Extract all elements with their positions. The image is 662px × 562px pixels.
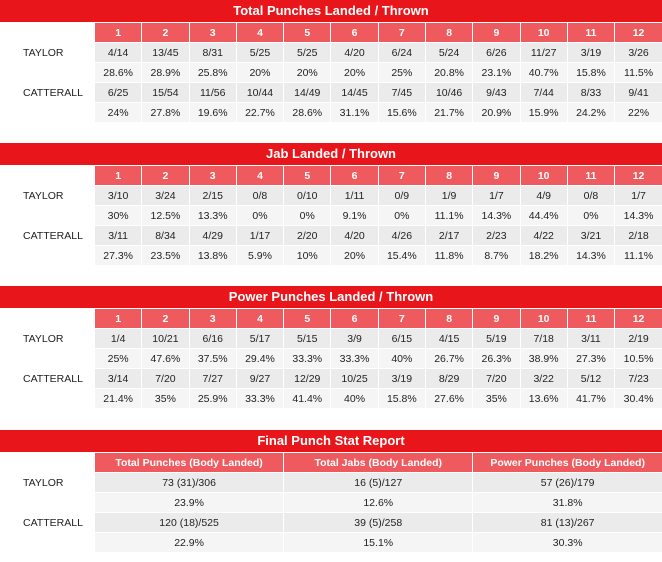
stat-cell: 0/8 xyxy=(567,186,614,206)
stat-cell: 2/23 xyxy=(473,226,520,246)
table-row xyxy=(1,43,662,63)
pct-cell: 19.6% xyxy=(189,103,236,123)
pct-cell: 28.6% xyxy=(284,103,331,123)
round-header: 2 xyxy=(142,309,189,329)
stat-cell: 10/46 xyxy=(425,83,472,103)
name-spacer xyxy=(1,206,95,226)
stat-cell: 3/10 xyxy=(95,186,142,206)
stat-cell: 3/11 xyxy=(95,226,142,246)
pct-cell: 33.3% xyxy=(284,349,331,369)
table-row xyxy=(1,63,662,83)
stat-cell: 4/9 xyxy=(520,186,567,206)
stat-cell: 4/22 xyxy=(520,226,567,246)
round-header: 10 xyxy=(520,309,567,329)
pct-cell: 24.2% xyxy=(567,103,614,123)
round-header: 7 xyxy=(378,166,425,186)
stat-cell: 7/20 xyxy=(473,369,520,389)
stat-cell: 4/29 xyxy=(189,226,236,246)
stat-cell: 0/8 xyxy=(236,186,283,206)
pct-cell: 12.5% xyxy=(142,206,189,226)
stat-cell: 7/45 xyxy=(378,83,425,103)
pct-cell: 25% xyxy=(95,349,142,369)
round-header: 4 xyxy=(236,166,283,186)
table-row xyxy=(1,226,662,246)
stat-cell: 1/9 xyxy=(425,186,472,206)
pct-cell: 10% xyxy=(284,246,331,266)
fighter-name: TAYLOR xyxy=(1,329,95,349)
stat-cell: 6/26 xyxy=(473,43,520,63)
stat-cell: 5/24 xyxy=(425,43,472,63)
stat-cell: 11/27 xyxy=(520,43,567,63)
header-blank xyxy=(1,166,95,186)
pct-cell: 23.1% xyxy=(473,63,520,83)
stat-cell: 1/7 xyxy=(473,186,520,206)
stat-cell: 5/25 xyxy=(236,43,283,63)
round-header: 9 xyxy=(473,309,520,329)
stat-cell: 1/4 xyxy=(95,329,142,349)
round-header: 11 xyxy=(567,309,614,329)
pct-cell: 8.7% xyxy=(473,246,520,266)
table-row xyxy=(1,329,662,349)
stat-cell: 6/24 xyxy=(378,43,425,63)
stat-cell: 0/9 xyxy=(378,186,425,206)
pct-cell: 23.5% xyxy=(142,246,189,266)
stat-cell: 2/18 xyxy=(615,226,662,246)
round-header: 9 xyxy=(473,166,520,186)
table-row xyxy=(1,206,662,226)
stat-cell: 1/17 xyxy=(236,226,283,246)
pct-cell: 20.9% xyxy=(473,103,520,123)
stat-cell: 2/19 xyxy=(615,329,662,349)
pct-cell: 23.9% xyxy=(95,493,284,513)
fighter-name: CATTERALL xyxy=(1,226,95,246)
stat-cell: 8/34 xyxy=(142,226,189,246)
stat-cell: 5/12 xyxy=(567,369,614,389)
round-header: 3 xyxy=(189,23,236,43)
pct-cell: 40% xyxy=(378,349,425,369)
stat-cell: 13/45 xyxy=(142,43,189,63)
pct-cell: 13.3% xyxy=(189,206,236,226)
pct-cell: 30.3% xyxy=(473,533,662,553)
round-header: 12 xyxy=(615,309,662,329)
column-header: Total Punches (Body Landed) xyxy=(95,453,284,473)
pct-cell: 27.3% xyxy=(567,349,614,369)
name-spacer xyxy=(1,349,95,369)
table-row xyxy=(1,103,662,123)
stat-cell: 73 (31)/306 xyxy=(95,473,284,493)
stat-cell: 10/44 xyxy=(236,83,283,103)
stat-cell: 1/11 xyxy=(331,186,378,206)
fighter-name: TAYLOR xyxy=(1,473,95,493)
pct-cell: 15.1% xyxy=(284,533,473,553)
pct-cell: 44.4% xyxy=(520,206,567,226)
stat-cell: 7/44 xyxy=(520,83,567,103)
stat-cell: 3/22 xyxy=(520,369,567,389)
stat-cell: 7/18 xyxy=(520,329,567,349)
round-header: 10 xyxy=(520,23,567,43)
pct-cell: 20.8% xyxy=(425,63,472,83)
round-header: 5 xyxy=(284,23,331,43)
stat-cell: 5/15 xyxy=(284,329,331,349)
round-header: 5 xyxy=(284,166,331,186)
table-row xyxy=(1,473,662,493)
pct-cell: 18.2% xyxy=(520,246,567,266)
pct-cell: 30% xyxy=(95,206,142,226)
section-jabs xyxy=(0,143,662,265)
pct-cell: 26.7% xyxy=(425,349,472,369)
pct-cell: 20% xyxy=(331,63,378,83)
pct-cell: 27.3% xyxy=(95,246,142,266)
stat-cell: 120 (18)/525 xyxy=(95,513,284,533)
pct-cell: 29.4% xyxy=(236,349,283,369)
round-header: 8 xyxy=(425,309,472,329)
stat-cell: 5/17 xyxy=(236,329,283,349)
stat-cell: 3/14 xyxy=(95,369,142,389)
stat-cell: 10/25 xyxy=(331,369,378,389)
round-header: 1 xyxy=(95,23,142,43)
fighter-name: TAYLOR xyxy=(1,186,95,206)
stats-table xyxy=(0,308,662,408)
stat-cell: 6/25 xyxy=(95,83,142,103)
pct-cell: 0% xyxy=(236,206,283,226)
stat-cell: 5/19 xyxy=(473,329,520,349)
round-header: 11 xyxy=(567,23,614,43)
pct-cell: 22.9% xyxy=(95,533,284,553)
pct-cell: 11.8% xyxy=(425,246,472,266)
stat-cell: 14/45 xyxy=(331,83,378,103)
pct-cell: 15.8% xyxy=(567,63,614,83)
stat-cell: 57 (26)/179 xyxy=(473,473,662,493)
pct-cell: 12.6% xyxy=(284,493,473,513)
pct-cell: 47.6% xyxy=(142,349,189,369)
stat-cell: 2/20 xyxy=(284,226,331,246)
header-blank xyxy=(1,453,95,473)
name-spacer xyxy=(1,246,95,266)
section-title: Final Punch Stat Report xyxy=(0,430,662,452)
stat-cell: 7/20 xyxy=(142,369,189,389)
round-header-row xyxy=(1,309,662,329)
round-header: 6 xyxy=(331,166,378,186)
pct-cell: 31.8% xyxy=(473,493,662,513)
pct-cell: 21.4% xyxy=(95,389,142,409)
stat-cell: 3/19 xyxy=(567,43,614,63)
name-spacer xyxy=(1,103,95,123)
pct-cell: 22% xyxy=(615,103,662,123)
section-total-punches xyxy=(0,0,662,122)
round-header: 6 xyxy=(331,23,378,43)
stat-cell: 16 (5)/127 xyxy=(284,473,473,493)
stat-cell: 7/23 xyxy=(615,369,662,389)
pct-cell: 33.3% xyxy=(331,349,378,369)
fighter-name: TAYLOR xyxy=(1,43,95,63)
table-row xyxy=(1,533,662,553)
stat-cell: 3/19 xyxy=(378,369,425,389)
round-header: 1 xyxy=(95,309,142,329)
pct-cell: 24% xyxy=(95,103,142,123)
section-final-report xyxy=(0,430,662,552)
pct-cell: 35% xyxy=(473,389,520,409)
pct-cell: 25.8% xyxy=(189,63,236,83)
pct-cell: 0% xyxy=(284,206,331,226)
round-header: 7 xyxy=(378,23,425,43)
pct-cell: 27.8% xyxy=(142,103,189,123)
header-blank xyxy=(1,309,95,329)
pct-cell: 28.6% xyxy=(95,63,142,83)
table-row xyxy=(1,246,662,266)
round-header: 5 xyxy=(284,309,331,329)
pct-cell: 20% xyxy=(331,246,378,266)
stat-cell: 2/17 xyxy=(425,226,472,246)
table-row xyxy=(1,389,662,409)
round-header: 10 xyxy=(520,166,567,186)
stat-cell: 4/15 xyxy=(425,329,472,349)
pct-cell: 14.3% xyxy=(615,206,662,226)
pct-cell: 11.1% xyxy=(615,246,662,266)
round-header: 2 xyxy=(142,23,189,43)
pct-cell: 27.6% xyxy=(425,389,472,409)
fighter-name: CATTERALL xyxy=(1,369,95,389)
pct-cell: 14.3% xyxy=(567,246,614,266)
stat-cell: 7/27 xyxy=(189,369,236,389)
table-row xyxy=(1,369,662,389)
round-header: 9 xyxy=(473,23,520,43)
stat-cell: 4/26 xyxy=(378,226,425,246)
pct-cell: 0% xyxy=(567,206,614,226)
pct-cell: 15.8% xyxy=(378,389,425,409)
table-row xyxy=(1,493,662,513)
pct-cell: 10.5% xyxy=(615,349,662,369)
pct-cell: 37.5% xyxy=(189,349,236,369)
pct-cell: 41.7% xyxy=(567,389,614,409)
pct-cell: 15.4% xyxy=(378,246,425,266)
round-header-row xyxy=(1,166,662,186)
final-stats-table xyxy=(0,452,662,552)
final-header-row xyxy=(1,453,662,473)
stat-cell: 6/16 xyxy=(189,329,236,349)
name-spacer xyxy=(1,389,95,409)
stat-cell: 3/24 xyxy=(142,186,189,206)
round-header: 4 xyxy=(236,23,283,43)
pct-cell: 40.7% xyxy=(520,63,567,83)
round-header: 11 xyxy=(567,166,614,186)
pct-cell: 28.9% xyxy=(142,63,189,83)
pct-cell: 5.9% xyxy=(236,246,283,266)
round-header: 2 xyxy=(142,166,189,186)
pct-cell: 26.3% xyxy=(473,349,520,369)
section-power-punches xyxy=(0,286,662,408)
pct-cell: 22.7% xyxy=(236,103,283,123)
section-title: Power Punches Landed / Thrown xyxy=(0,286,662,308)
pct-cell: 15.6% xyxy=(378,103,425,123)
pct-cell: 21.7% xyxy=(425,103,472,123)
stat-cell: 9/43 xyxy=(473,83,520,103)
stat-cell: 1/7 xyxy=(615,186,662,206)
round-header: 3 xyxy=(189,166,236,186)
pct-cell: 30.4% xyxy=(615,389,662,409)
fighter-name: CATTERALL xyxy=(1,83,95,103)
round-header: 4 xyxy=(236,309,283,329)
stat-cell: 10/21 xyxy=(142,329,189,349)
stat-cell: 5/25 xyxy=(284,43,331,63)
stat-cell: 8/29 xyxy=(425,369,472,389)
section-title: Jab Landed / Thrown xyxy=(0,143,662,165)
round-header: 8 xyxy=(425,166,472,186)
pct-cell: 25% xyxy=(378,63,425,83)
round-header: 1 xyxy=(95,166,142,186)
round-header: 8 xyxy=(425,23,472,43)
pct-cell: 40% xyxy=(331,389,378,409)
stat-cell: 3/26 xyxy=(615,43,662,63)
round-header: 7 xyxy=(378,309,425,329)
stat-cell: 81 (13)/267 xyxy=(473,513,662,533)
stat-cell: 3/11 xyxy=(567,329,614,349)
stat-cell: 39 (5)/258 xyxy=(284,513,473,533)
stat-cell: 14/49 xyxy=(284,83,331,103)
pct-cell: 31.1% xyxy=(331,103,378,123)
round-header: 12 xyxy=(615,23,662,43)
table-row xyxy=(1,349,662,369)
round-header: 6 xyxy=(331,309,378,329)
pct-cell: 25.9% xyxy=(189,389,236,409)
round-header-row xyxy=(1,23,662,43)
pct-cell: 0% xyxy=(378,206,425,226)
pct-cell: 9.1% xyxy=(331,206,378,226)
round-header: 3 xyxy=(189,309,236,329)
pct-cell: 38.9% xyxy=(520,349,567,369)
pct-cell: 15.9% xyxy=(520,103,567,123)
column-header: Total Jabs (Body Landed) xyxy=(284,453,473,473)
pct-cell: 13.8% xyxy=(189,246,236,266)
stat-cell: 11/56 xyxy=(189,83,236,103)
pct-cell: 11.5% xyxy=(615,63,662,83)
pct-cell: 35% xyxy=(142,389,189,409)
stat-cell: 9/27 xyxy=(236,369,283,389)
stat-cell: 8/33 xyxy=(567,83,614,103)
stat-cell: 4/20 xyxy=(331,43,378,63)
column-header: Power Punches (Body Landed) xyxy=(473,453,662,473)
stat-cell: 12/29 xyxy=(284,369,331,389)
name-spacer xyxy=(1,533,95,553)
stat-cell: 3/21 xyxy=(567,226,614,246)
pct-cell: 14.3% xyxy=(473,206,520,226)
stat-cell: 6/15 xyxy=(378,329,425,349)
fighter-name: CATTERALL xyxy=(1,513,95,533)
pct-cell: 33.3% xyxy=(236,389,283,409)
stat-cell: 4/14 xyxy=(95,43,142,63)
round-header: 12 xyxy=(615,166,662,186)
pct-cell: 41.4% xyxy=(284,389,331,409)
stat-cell: 9/41 xyxy=(615,83,662,103)
section-title: Total Punches Landed / Thrown xyxy=(0,0,662,22)
table-row xyxy=(1,83,662,103)
stats-table xyxy=(0,165,662,265)
header-blank xyxy=(1,23,95,43)
stats-table xyxy=(0,22,662,122)
name-spacer xyxy=(1,63,95,83)
table-row xyxy=(1,513,662,533)
stat-cell: 8/31 xyxy=(189,43,236,63)
stat-cell: 3/9 xyxy=(331,329,378,349)
stat-cell: 0/10 xyxy=(284,186,331,206)
name-spacer xyxy=(1,493,95,513)
table-row xyxy=(1,186,662,206)
pct-cell: 20% xyxy=(284,63,331,83)
stat-cell: 15/54 xyxy=(142,83,189,103)
pct-cell: 13.6% xyxy=(520,389,567,409)
pct-cell: 11.1% xyxy=(425,206,472,226)
pct-cell: 20% xyxy=(236,63,283,83)
stat-cell: 2/15 xyxy=(189,186,236,206)
stat-cell: 4/20 xyxy=(331,226,378,246)
